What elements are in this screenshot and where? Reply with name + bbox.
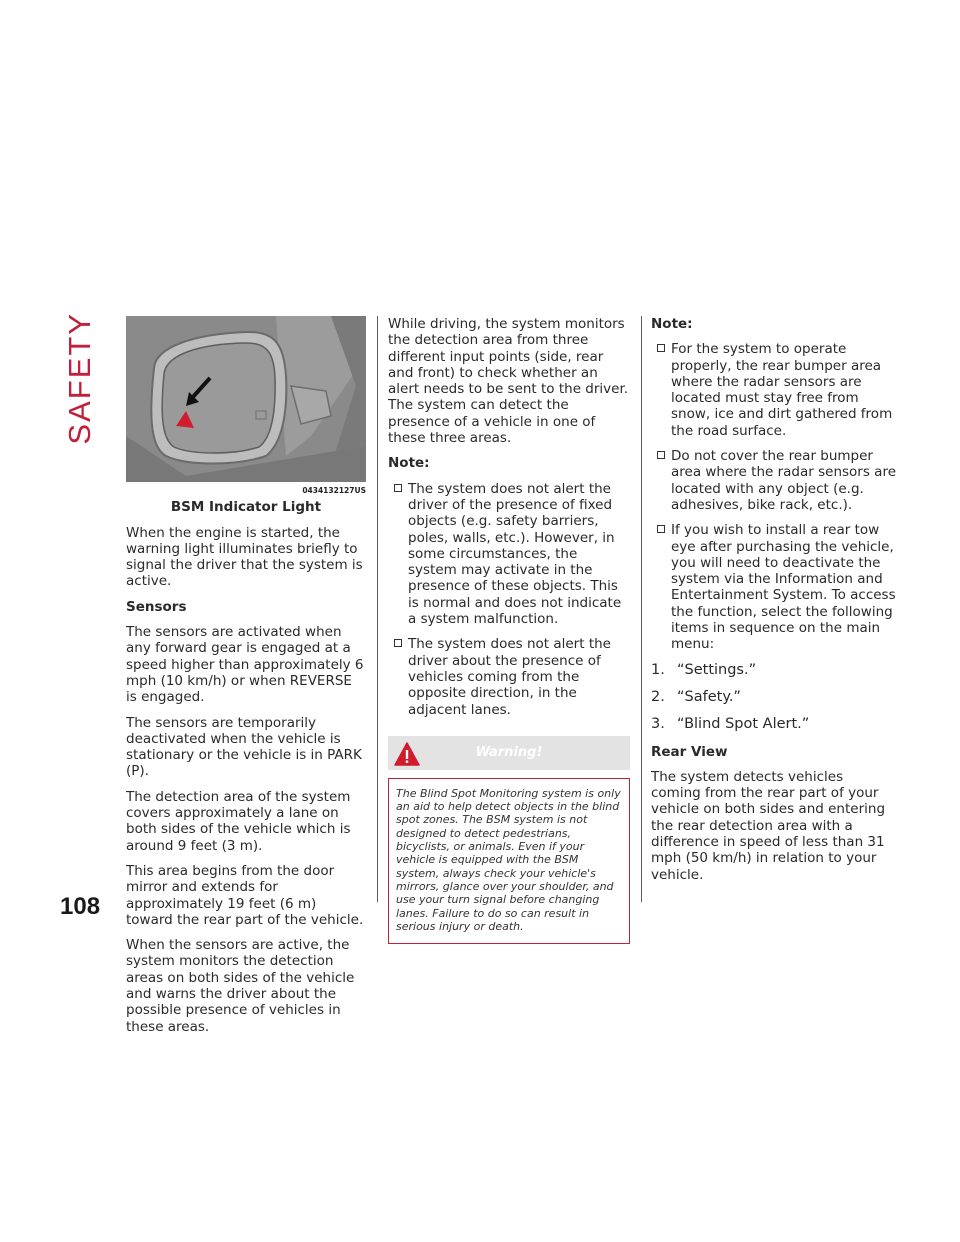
- figure-caption: BSM Indicator Light: [170, 499, 322, 516]
- bullet-text: If you wish to install a rear tow eye after purchasing the vehicle, you will need to deactivate the system via the Information and Entertainment System. To access the function, select the following items in sequence on the main menu:: [671, 522, 896, 653]
- warning-header: [388, 736, 630, 770]
- warning-title: Warning!: [475, 744, 543, 760]
- paragraph: The sensors are activated when any forward gear is engaged at a speed higher than approximately 6 mph (10 km/h) or when REVERSE is engaged.: [126, 624, 364, 706]
- note-bullet: [651, 448, 897, 513]
- menu-step: [651, 662, 897, 678]
- paragraph: While driving, the system monitors the detection area from three different input points (side, rear and front) to check whether an alert needs to be sent to the driver. The system can detect the presence of a vehicle in one of these three areas.: [388, 316, 629, 447]
- warning-box: [388, 778, 630, 944]
- paragraph: When the engine is started, the warning light illuminates briefly to signal the driver that the system is active.: [126, 524, 363, 590]
- column-middle: [388, 316, 630, 944]
- paragraph: The sensors are temporarily deactivated when the vehicle is stationary or the vehicle is in PARK (P).: [126, 714, 362, 780]
- note-label: Note:: [651, 316, 693, 332]
- page-number: 108: [60, 893, 101, 920]
- step-number: 2.: [651, 688, 665, 705]
- note-bullet: [388, 636, 630, 717]
- sensors-heading: Sensors: [126, 598, 187, 615]
- rear-view-heading: Rear View: [651, 743, 728, 760]
- bullet-text: The system does not alert the driver about the presence of vehicles coming from the opposite direction, in the adjacent lanes.: [408, 636, 611, 718]
- step-text: “Blind Spot Alert.”: [677, 716, 810, 733]
- bsm-mirror-figure: [126, 316, 366, 482]
- column-divider: [641, 316, 642, 902]
- note-label: Note:: [388, 455, 430, 472]
- warning-triangle-icon: [394, 742, 420, 766]
- column-divider: [377, 316, 378, 902]
- mirror-illustration: [126, 316, 366, 482]
- paragraph: When the sensors are active, the system monitors the detection areas on both sides of the vehicle and warns the driver about the possible presence of vehicles in these areas.: [126, 937, 355, 1035]
- checkbox-bullet-icon: [657, 451, 665, 459]
- warning-text: The Blind Spot Monitoring system is only an aid to help detect objects in the blind spot zones. The BSM system is not designed to detect pedestrians, bicyclists, or animals. Even if your vehicle is equipped with the BSM system, always check your vehicle's mirrors, glance over your shoulder, and use your turn signal before changing lanes. Failure to do so can result in serious injury or death.: [396, 786, 621, 933]
- checkbox-bullet-icon: [394, 484, 402, 492]
- note-bullet: [388, 481, 630, 628]
- bullet-text: Do not cover the rear bumper area where the radar sensors are located with any object (e.g. adhesives, bike rack, etc.).: [671, 448, 896, 513]
- checkbox-bullet-icon: [394, 639, 402, 647]
- step-text: “Safety.”: [677, 688, 741, 705]
- paragraph: The system detects vehicles coming from the rear part of your vehicle on both sides and entering the rear detection area with a difference in speed of less than 31 mph (50 km/h) in relation to your vehicle.: [651, 768, 886, 883]
- note-bullet: [651, 341, 897, 439]
- section-tab-label: SAFETY: [62, 312, 97, 445]
- column-left: [126, 316, 366, 1044]
- step-number: 3.: [651, 716, 665, 733]
- bullet-text: The system does not alert the driver of the presence of fixed objects (e.g. safety barriers, poles, walls, etc.). However, in some circumstances, the system may activate in the presence of these objects. This is normal and does not indicate a system malfunction.: [408, 480, 622, 628]
- checkbox-bullet-icon: [657, 525, 665, 533]
- bullet-text: For the system to operate properly, the rear bumper area where the radar sensors are located must stay free from snow, ice and dirt gathered from the road surface.: [671, 341, 893, 439]
- column-right: [651, 316, 897, 892]
- step-text: “Settings.”: [677, 661, 757, 678]
- step-number: 1.: [651, 661, 665, 678]
- menu-step: [651, 716, 897, 732]
- figure-code: 0434132127US: [302, 486, 366, 495]
- note-bullet: [651, 522, 897, 652]
- menu-step: [651, 689, 897, 705]
- section-tab: [62, 312, 102, 445]
- checkbox-bullet-icon: [657, 344, 665, 352]
- paragraph: The detection area of the system covers approximately a lane on both sides of the vehicle which is around 9 feet (3 m).: [126, 788, 351, 854]
- paragraph: This area begins from the door mirror and extends for approximately 19 feet (6 m) toward the rear part of the vehicle.: [126, 862, 364, 928]
